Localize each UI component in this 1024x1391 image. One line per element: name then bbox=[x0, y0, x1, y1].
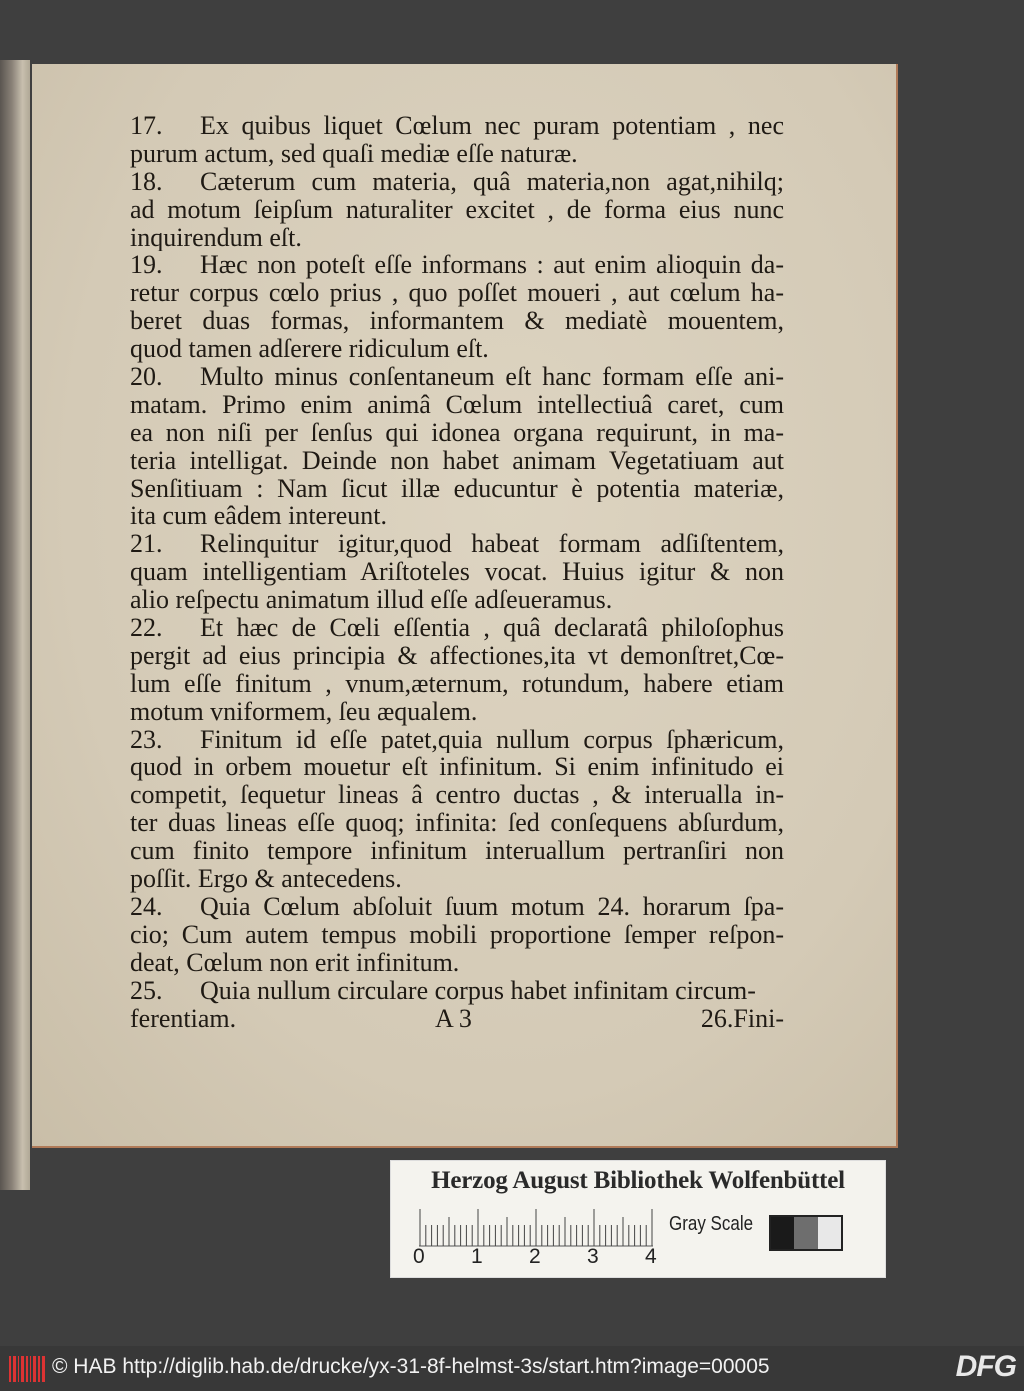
text-content: Multo minus conſentaneum eſt hanc formam eſſe ani- bbox=[200, 363, 784, 391]
text-line bbox=[130, 726, 784, 754]
text-line bbox=[130, 475, 784, 503]
text-content: Cæterum cum materia, quâ materia,non agat,nihilq; bbox=[200, 167, 784, 196]
ruler-number: 4 bbox=[645, 1245, 657, 1268]
signature-mark: A 3 bbox=[435, 1003, 472, 1033]
text-content: ter duas lineas eſſe quoq; infinita: ſed conſequens abſurdum, bbox=[130, 809, 784, 838]
text-line bbox=[130, 865, 784, 893]
text-content: pergit ad eius principia & affectiones,ita vt demonſtret,Cœ- bbox=[130, 641, 784, 670]
text-line bbox=[130, 196, 784, 224]
document-page bbox=[32, 64, 898, 1148]
gray-scale-swatch bbox=[769, 1215, 843, 1251]
text-content: Quia nullum circulare corpus habet infinitam circum- bbox=[200, 976, 756, 1005]
text-content: poſſit. Ergo & antecedens. bbox=[130, 865, 402, 893]
paragraph-number: 19. bbox=[130, 251, 163, 280]
text-line bbox=[130, 949, 784, 977]
footer-text: ferentiam. bbox=[130, 1003, 237, 1033]
ruler-scale bbox=[419, 1207, 653, 1247]
dfg-logo: DFG bbox=[955, 1350, 1016, 1383]
text-line bbox=[130, 670, 784, 698]
text-line bbox=[130, 698, 784, 726]
text-content: quod tamen adſerere ridiculum eſt. bbox=[130, 335, 489, 364]
gray-scale-label: Gray Scale bbox=[669, 1213, 754, 1235]
ruler-number: 3 bbox=[587, 1245, 599, 1268]
text-line bbox=[130, 921, 784, 949]
text-line bbox=[130, 251, 784, 279]
text-line bbox=[130, 642, 784, 670]
barcode-icon bbox=[8, 1356, 48, 1382]
gray-swatch bbox=[818, 1217, 841, 1249]
text-line bbox=[130, 168, 784, 196]
text-content: Senſitiuam : Nam ſicut illæ educuntur è potentia materiæ, bbox=[130, 474, 784, 503]
text-content: Quia Cœlum abſoluit ſuum motum 24. horarum ſpa- bbox=[200, 892, 784, 921]
library-label bbox=[390, 1160, 886, 1278]
text-line bbox=[130, 586, 784, 614]
text-line bbox=[130, 140, 784, 168]
text-line bbox=[130, 809, 784, 837]
library-title: Herzog August Bibliothek Wolfenbüttel bbox=[431, 1167, 845, 1194]
text-content: ad motum ſeipſum naturaliter excitet , de forma eius nunc bbox=[130, 195, 784, 224]
paragraph-number: 24. bbox=[130, 892, 163, 921]
paragraph-number: 22. bbox=[130, 614, 163, 642]
text-line bbox=[130, 837, 784, 865]
text-content: quod in orbem mouetur eſt infinitum. Si enim infinitudo ei bbox=[130, 753, 784, 782]
text-line bbox=[130, 279, 784, 307]
paragraph-number: 21. bbox=[130, 530, 163, 559]
text-content: quam intelligentiam Ariſtoteles vocat. Huius igitur & non bbox=[130, 558, 784, 587]
text-content: lum eſſe finitum , vnum,æternum, rotundum, habere etiam bbox=[130, 669, 784, 698]
text-line bbox=[130, 530, 784, 558]
gray-swatch bbox=[771, 1217, 794, 1249]
text-content: teria intelligat. Deinde non habet animam Vegetatiuam aut bbox=[130, 446, 784, 475]
text-content: motum vniformem, ſeu æqualem. bbox=[130, 697, 478, 726]
ruler-number: 2 bbox=[529, 1245, 541, 1268]
paragraph-number: 18. bbox=[130, 167, 163, 196]
text-line bbox=[130, 447, 784, 475]
text-line bbox=[130, 391, 784, 419]
text-content: beret duas formas, informantem & mediatè mouentem, bbox=[130, 307, 784, 336]
page-footer-line bbox=[130, 1005, 784, 1033]
text-content: alio reſpectu animatum illud eſſe adſeueramus. bbox=[130, 586, 613, 615]
text-content: Ex quibus liquet Cœlum nec puram potentiam , nec bbox=[200, 112, 784, 140]
text-line bbox=[130, 307, 784, 335]
text-line bbox=[130, 753, 784, 781]
catchword: 26.Fini- bbox=[700, 1003, 784, 1033]
page-text bbox=[130, 112, 784, 1032]
text-line bbox=[130, 224, 784, 252]
copyright-link[interactable]: © HAB http://diglib.hab.de/drucke/yx-31-8f-helmst-3s/start.htm?image=00005 bbox=[52, 1355, 770, 1378]
gray-swatch bbox=[794, 1217, 817, 1249]
text-content: matam. Primo enim animâ Cœlum intellectiuâ caret, cum bbox=[130, 390, 784, 419]
paragraph-number: 20. bbox=[130, 363, 163, 391]
text-line bbox=[130, 558, 784, 586]
text-content: Finitum id eſſe patet,quia nullum corpus ſphæricum, bbox=[200, 725, 784, 754]
text-line bbox=[130, 781, 784, 809]
paragraph-number: 17. bbox=[130, 112, 163, 140]
text-content: purum actum, sed quaſi mediæ eſſe naturæ. bbox=[130, 139, 578, 168]
text-content: deat, Cœlum non erit infinitum. bbox=[130, 948, 460, 977]
paragraph-number: 25. bbox=[130, 976, 163, 1005]
text-line bbox=[130, 893, 784, 921]
ruler-number: 0 bbox=[413, 1245, 425, 1268]
text-line bbox=[130, 977, 784, 1005]
book-spine bbox=[0, 60, 30, 1190]
text-content: retur corpus cœlo prius , quo poſſet moueri , aut cœlum ha- bbox=[130, 279, 784, 308]
text-line bbox=[130, 502, 784, 530]
paragraph-number: 23. bbox=[130, 725, 163, 754]
text-content: Et hæc de Cœli eſſentia , quâ declaratâ philoſophus bbox=[200, 614, 784, 642]
text-line bbox=[130, 335, 784, 363]
ruler-number: 1 bbox=[471, 1245, 483, 1268]
footer-bar bbox=[0, 1346, 1024, 1391]
text-line bbox=[130, 363, 784, 391]
text-content: Relinquitur igitur,quod habeat formam adſiſtentem, bbox=[200, 530, 784, 559]
text-content: competit, ſequetur lineas â centro ductas , & interualla in- bbox=[130, 781, 784, 810]
text-line bbox=[130, 419, 784, 447]
text-content: ea non niſi per ſenſus qui idonea organa requirunt, in ma- bbox=[130, 418, 784, 447]
text-content: inquirendum eſt. bbox=[130, 223, 302, 252]
text-content: Hæc non poteſt eſſe informans : aut enim alioquin da- bbox=[200, 251, 784, 280]
text-content: cio; Cum autem tempus mobili proportione ſemper reſpon- bbox=[130, 920, 784, 949]
text-content: ita cum eâdem intereunt. bbox=[130, 502, 388, 531]
text-content: cum finito tempore infinitum interuallum pertranſiri non bbox=[130, 837, 784, 866]
text-line bbox=[130, 112, 784, 140]
text-line bbox=[130, 614, 784, 642]
ruler-numbers bbox=[413, 1245, 673, 1271]
